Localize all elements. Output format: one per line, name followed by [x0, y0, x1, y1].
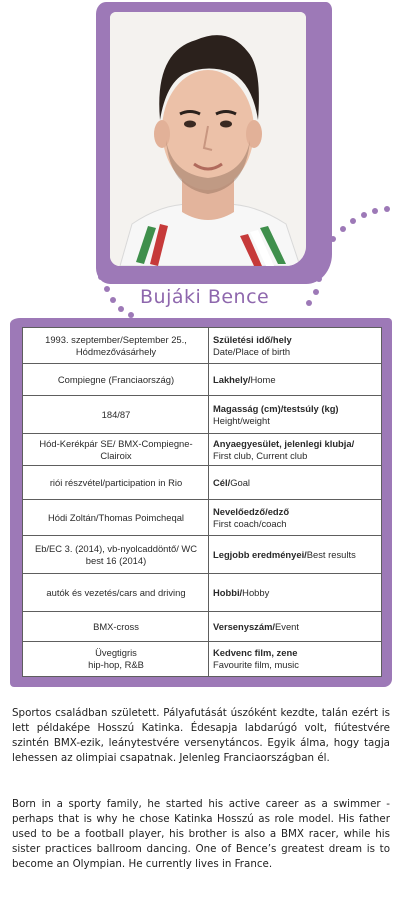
label-cell: Versenyszám/Event	[209, 612, 382, 642]
label-cell: Magasság (cm)/testsúly (kg) Height/weight	[209, 396, 382, 434]
bio-hungarian: Sportos családban született. Pályafutását úszóként kezdte, talán ezért is lett példaképe Hosszú Katinka. Édesapja labdarúgó volt, fiútestvére szintén BMX-ezik, leánytestvére versenytáncos. Egyik álma, hogy tagja lehessen az olimpiai csapatnak. Jelenleg Franciaországban él.	[12, 707, 390, 764]
value-cell: 184/87	[23, 396, 209, 434]
bio-english: Born in a sporty family, he started his active career as a swimmer - perhaps that is why he chose Katinka Hosszú as role model. His father used to be a football player, his brother is also a BMX racer, while his sister practices ballroom dancing. One of Bence’s greatest dream is to become an Olympian. He currently lives in France.	[12, 798, 390, 870]
label-cell: Anyaegyesület, jelenlegi klubja/ First club, Current club	[209, 434, 382, 466]
table-row	[23, 466, 382, 500]
value-cell: riói részvétel/participation in Rio	[23, 466, 209, 500]
athlete-photo	[110, 12, 306, 266]
table-row	[23, 612, 382, 642]
info-table	[22, 327, 382, 677]
value-cell: Hód-Kerékpár SE/ BMX-Compiegne-Clairoix	[23, 434, 209, 466]
label-cell: Nevelőedző/edző First coach/coach	[209, 500, 382, 536]
athlete-name: Bujáki Bence	[140, 286, 270, 308]
table-row	[23, 642, 382, 677]
table-row	[23, 396, 382, 434]
table-row	[23, 434, 382, 466]
label-cell: Hobbi/Hobby	[209, 574, 382, 612]
table-row	[23, 364, 382, 396]
label-cell: Cél/Goal	[209, 466, 382, 500]
label-cell: Lakhely/Home	[209, 364, 382, 396]
value-cell: 1993. szeptember/September 25., Hódmezővásárhely	[23, 328, 209, 364]
value-cell: Hódi Zoltán/Thomas Poimcheqal	[23, 500, 209, 536]
value-cell: Compiegne (Franciaország)	[23, 364, 209, 396]
value-cell: autók és vezetés/cars and driving	[23, 574, 209, 612]
label-cell: Kedvenc film, zene Favourite film, music	[209, 642, 382, 677]
table-row	[23, 536, 382, 574]
value-cell: Eb/EC 3. (2014), vb-nyolcaddöntő/ WC best 16 (2014)	[23, 536, 209, 574]
table-row	[23, 574, 382, 612]
label-cell: Legjobb eredményei/Best results	[209, 536, 382, 574]
label-cell: Születési idő/hely Date/Place of birth	[209, 328, 382, 364]
value-cell: BMX-cross	[23, 612, 209, 642]
value-cell: Üvegtigris hip-hop, R&B	[23, 642, 209, 677]
athlete-portrait-illustration	[110, 12, 306, 266]
table-row	[23, 328, 382, 364]
table-row	[23, 500, 382, 536]
